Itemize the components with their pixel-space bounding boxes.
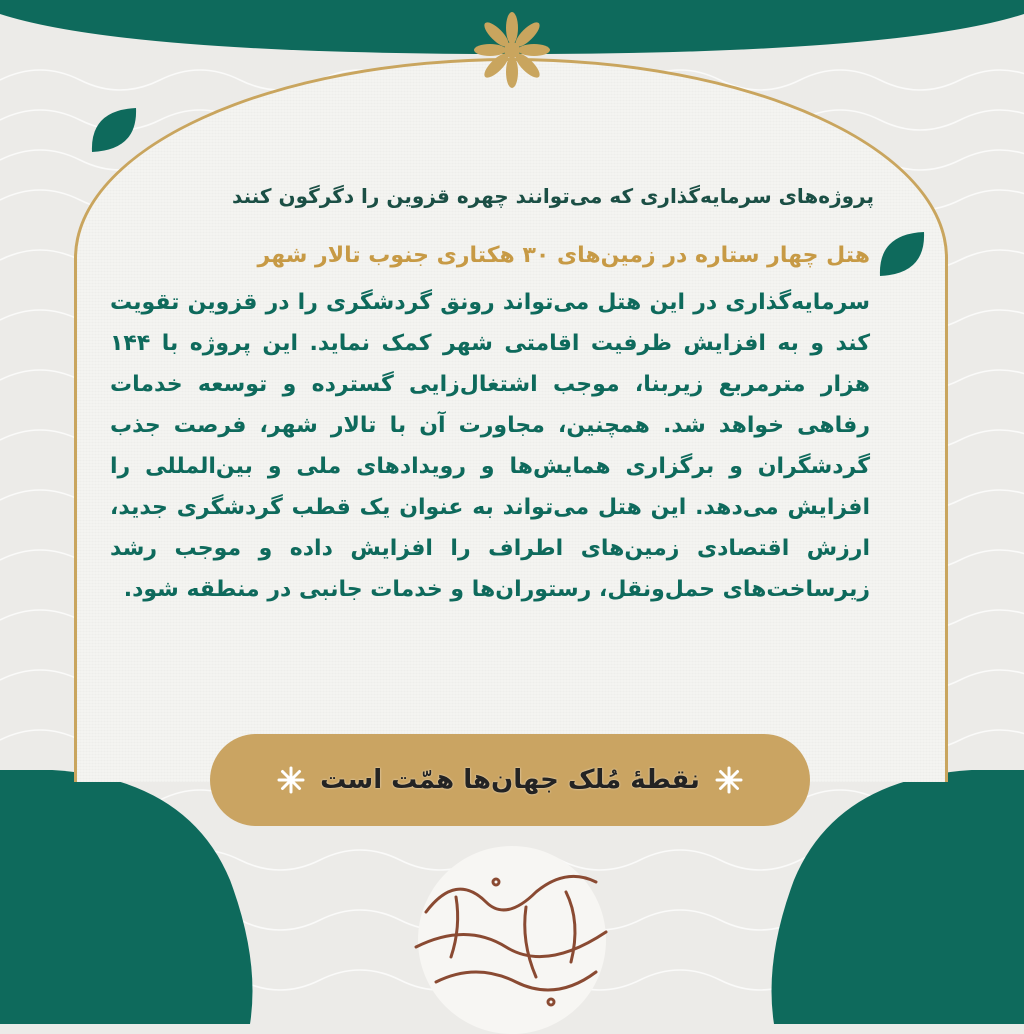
green-leaf-icon [876,228,928,280]
motto-text: نقطهٔ مُلک جهان‌ها همّت است [320,765,700,795]
calligraphy-signature-logo [396,852,628,1022]
body-paragraph: سرمایه‌گذاری در این هتل می‌تواند رونق گردشگری را در قزوین تقویت کند و به افزایش ظرفیت اقامتی شهر کمک نماید. این پروژه با ۱۴۴ هزار مترمربع زیربنا، موجب اشتغال‌زایی گسترده و توسعه خدمات رفاهی خواهد شد. همچنین، مجاورت آن با تالار شهر، فرصت جذب گردشگران و برگزاری همایش‌ها و رویدادهای ملی و بین‌المللی را افزایش می‌دهد. این هتل می‌تواند به عنوان یک قطب گردشگری جدید، ارزش اقتصادی زمین‌های اطراف را افزایش داده و موجب رشد زیرساخت‌های حمل‌ونقل، رستوران‌ها و خدمات جانبی در منطقه شود. [110,290,870,602]
subtitle: پروژه‌های سرمایه‌گذاری که می‌توانند چهره قزوین را دگرگون کنند [232,184,874,208]
headline: هتل چهار ستاره در زمین‌های ۳۰ هکتاری جنوب تالار شهر [257,243,870,268]
green-leaf-icon [88,104,140,156]
bottom-right-teal-shape [764,770,1024,1024]
sparkle-icon [276,765,306,795]
sparkle-icon [714,765,744,795]
motto-banner [210,734,810,826]
gold-flower-icon [470,8,554,92]
